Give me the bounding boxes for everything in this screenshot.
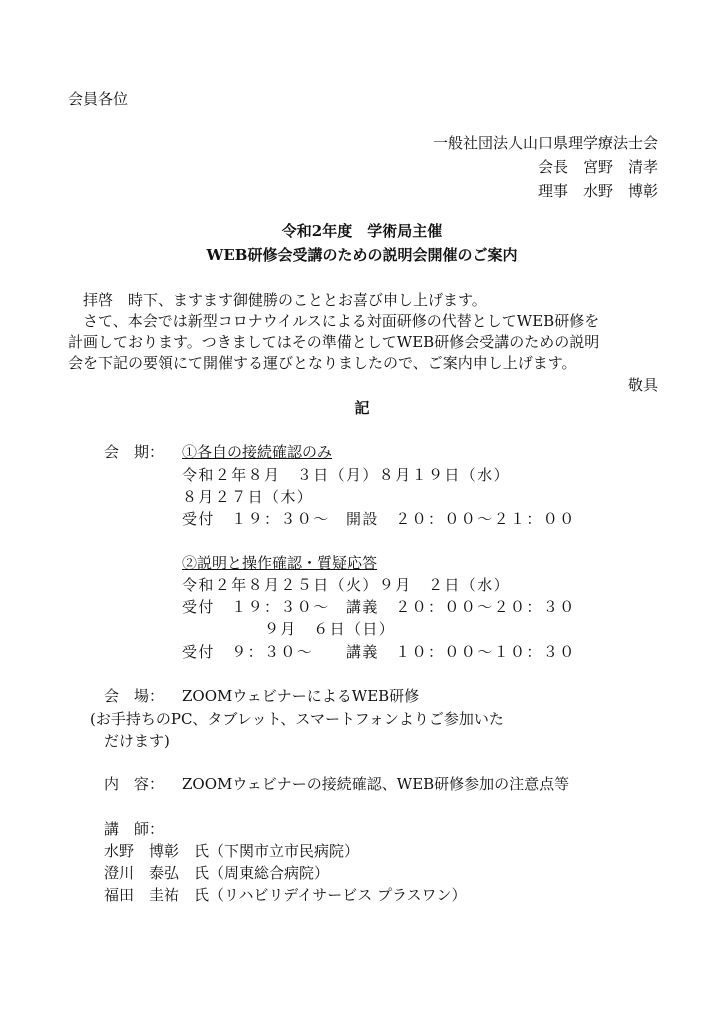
closing-keigu: 敬具: [627, 376, 658, 394]
venue-value: ZOOMウェビナーによるWEB研修: [182, 687, 420, 705]
session-1-dates-2: ８月２７日（木）: [182, 488, 314, 506]
sender-director: 理事 水野 博彰: [537, 182, 658, 200]
sender-organization: 一般社団法人山口県理学療法士会: [432, 134, 658, 152]
body-line-2: さて、本会では新型コロナウイルスによる対面研修の代替としてWEB研修を: [68, 312, 600, 330]
addressee: 会員各位: [68, 90, 129, 108]
session-2-time-2: 受付 ９：３０～ 講義 １０：００～１０：３０: [182, 643, 576, 661]
session-2-title: ②説明と操作確認・質疑応答: [182, 554, 378, 572]
sender-president: 会長 宮野 清孝: [537, 158, 658, 176]
session-1-title: ①各自の接続確認のみ: [182, 443, 333, 461]
lecturer-item: 澄川 泰弘 氏（周東総合病院）: [104, 864, 330, 882]
session-2-time-1: 受付 １９：３０～ 講義 ２０：００～２０：３０: [182, 598, 576, 616]
schedule-label: 会 期：: [104, 443, 165, 461]
body-line-1: 拝啓 時下、ますます御健勝のこととお喜び申し上げます。: [68, 291, 487, 309]
content-value: ZOOMウェビナーの接続確認、WEB研修参加の注意点等: [182, 775, 570, 793]
title-line-2: WEB研修会受講のための説明会開催のご案内: [206, 246, 518, 264]
lecturer-item: 水野 博彰 氏（下関市立市民病院）: [104, 842, 360, 860]
title-line-1: 令和2年度 学術局主催: [281, 222, 443, 240]
session-2-date-3: ９月 ６日（日）: [264, 620, 396, 638]
lecturer-item: 福田 圭祐 氏（リハビリデイサービス プラスワン）: [104, 886, 467, 904]
ki-heading: 記: [354, 399, 370, 417]
session-2-dates: 令和２年８月２５日（火）９月 ２日（水）: [182, 576, 511, 594]
venue-note-2: だけます): [104, 732, 170, 750]
content-label: 内 容：: [104, 775, 165, 793]
venue-label: 会 場：: [104, 687, 165, 705]
session-1-dates-1: 令和２年８月 ３日（月）８月１９日（水）: [182, 466, 511, 484]
body-line-3: 計画しております。つきましてはその準備としてWEB研修会受講のための説明: [68, 333, 600, 351]
lecturers-label: 講 師：: [104, 820, 165, 838]
session-1-time: 受付 １９：３０～ 開設 ２０：００～２１：００: [182, 510, 576, 528]
venue-note-1: (お手持ちのPC、タブレット、スマートフォンよりご参加いた: [90, 710, 504, 728]
body-line-4: 会を下記の要領にて開催する運びとなりましたので、ご案内申し上げます。: [68, 354, 577, 372]
